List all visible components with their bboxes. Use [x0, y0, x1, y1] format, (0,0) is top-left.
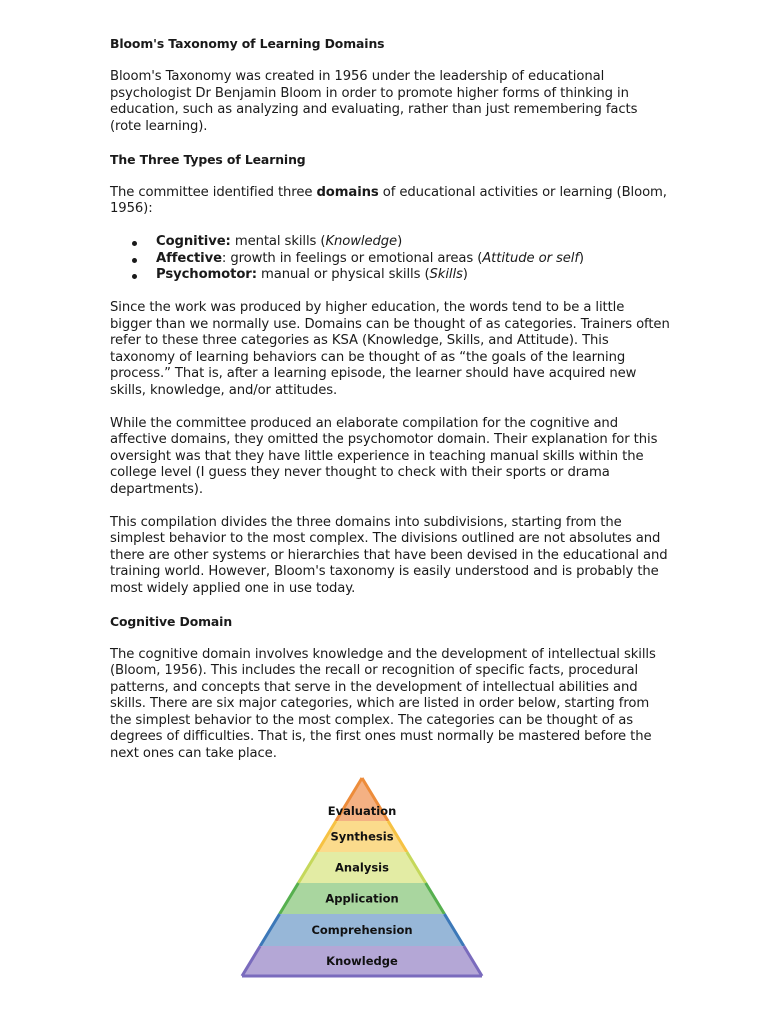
bullet-icon	[132, 241, 137, 246]
domain-desc: manual or physical skills (	[256, 267, 430, 282]
domain-desc: mental skills (	[230, 234, 326, 249]
bullet-icon	[132, 274, 137, 279]
list-item	[110, 267, 670, 284]
domain-end: )	[462, 267, 468, 282]
domains-intro-text-end: of educational activities or learning (Bloom, 1956):	[110, 184, 667, 216]
pyramid-label-knowledge: Knowledge	[326, 954, 398, 968]
domain-end: )	[578, 250, 584, 266]
cognitive-paragraph: The cognitive domain involves knowledge and the development of intellectual skills (Bloom, 1956). This includes the recall or recognition of specific facts, procedural patterns, and concepts that serve in the development of intellectual abilities and skills. There are six major categories, which are listed in order below, starting from the simplest behavior to the most complex. The categories can be thought of as degrees of difficulties. That is, the first ones must normally be mastered before the next ones can take place.	[110, 646, 656, 761]
domains-intro-paragraph	[110, 185, 670, 218]
domain-desc: : growth in feelings or emotional areas (	[221, 250, 483, 266]
pyramid-label-comprehension: Comprehension	[311, 923, 413, 937]
domain-end: )	[397, 234, 403, 249]
domain-term: Affective	[156, 250, 222, 266]
bullet-icon	[132, 258, 137, 263]
domain-italic: Skills	[429, 267, 463, 282]
compilation-paragraph: This compilation divides the three domains into subdivisions, starting from the simplest behavior to the most complex. The divisions outlined are not absolutes and there are other systems or hierarchies that have been devised in the educational and training world. However, Bloom's taxonomy is easily understood and is probably the most widely applied one in use today.	[110, 514, 668, 596]
pyramid-label-application: Application	[325, 891, 399, 906]
higher-ed-paragraph: Since the work was produced by higher education, the words tend to be a little bigger than we normally use. Domains can be thought of as categories. Trainers often refer to these three categories as KSA (Knowledge, Skills, and Attitude). This taxonomy of learning behaviors can be thought of as “the goals of the learning process.” That is, after a learning episode, the learner should have acquired new skills, knowledge, and/or attitudes.	[110, 300, 670, 398]
committee-paragraph: While the committee produced an elaborate compilation for the cognitive and affective domains, they omitted the psychomotor domain. Their explanation for this oversight was that they have little experience in teaching manual skills within the college level (I guess they never thought to check with their sports or drama departments).	[110, 415, 658, 497]
pyramid-label-analysis: Analysis	[335, 860, 389, 875]
domain-italic: Attitude or self	[482, 250, 579, 266]
domains-list	[110, 234, 670, 284]
pyramid-label-evaluation: Evaluation	[327, 804, 397, 818]
domains-bold-term: domains	[316, 184, 379, 200]
heading-cognitive-domain: Cognitive Domain	[110, 613, 233, 629]
heading-three-types: The Three Types of Learning	[110, 151, 306, 167]
domains-intro-text: The committee identified three	[110, 184, 317, 200]
bloom-pyramid-diagram	[237, 776, 487, 982]
intro-paragraph: Bloom's Taxonomy was created in 1956 under the leadership of educational psychologist Dr Benjamin Bloom in order to promote higher forms of thinking in education, such as analyzing and evaluating, rather than just remembering facts (rote learning).	[110, 69, 638, 134]
list-item	[110, 251, 670, 268]
document-body	[110, 36, 670, 762]
domain-italic: Knowledge	[325, 234, 398, 249]
domain-term: Cognitive:	[156, 234, 231, 249]
list-item	[110, 234, 670, 251]
document-title: Bloom's Taxonomy of Learning Domains	[110, 36, 385, 51]
pyramid-label-synthesis: Synthesis	[330, 829, 394, 844]
domain-term: Psychomotor:	[156, 267, 257, 282]
